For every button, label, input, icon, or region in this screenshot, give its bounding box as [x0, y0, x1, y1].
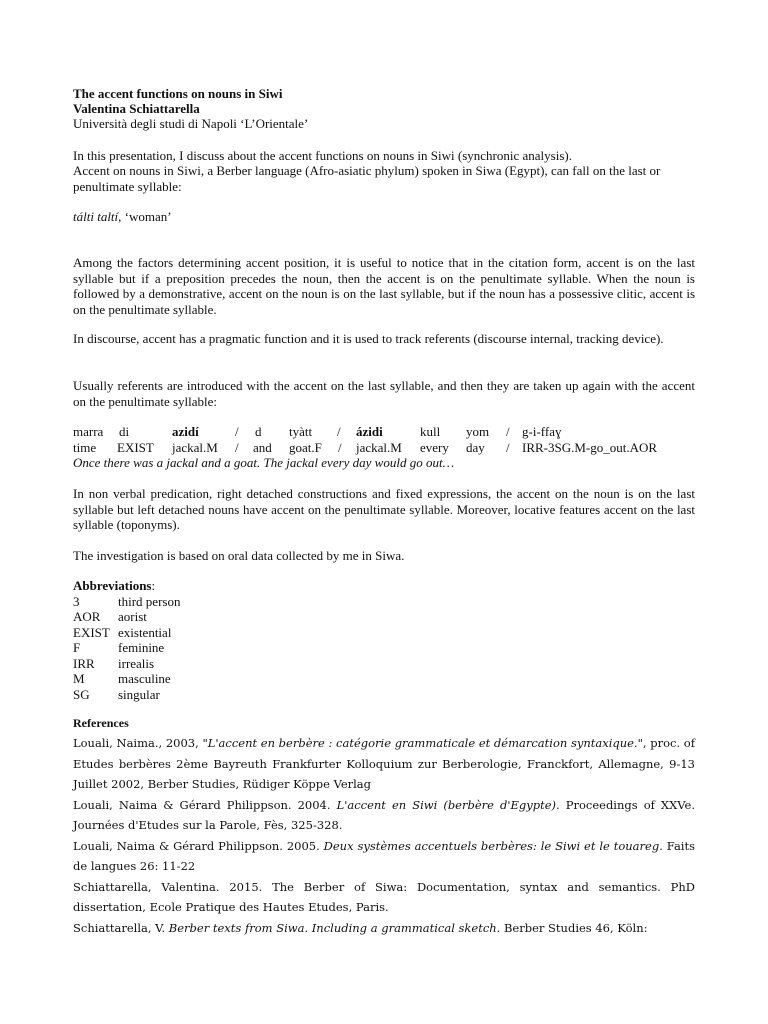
gloss-label: /: [338, 440, 342, 455]
gloss-translation: Once there was a jackal and a goat. The jackal every day would go out…: [73, 455, 455, 470]
gloss-label: /: [235, 440, 239, 455]
paragraph-data: The investigation is based on oral data collected by me in Siwa.: [73, 548, 405, 563]
intro-paragraph: Accent on nouns in Siwi, a Berber language (Afro-asiatic phylum) spoken in Siwa (Egypt), can fall on the last or penultimate syllable:: [73, 163, 661, 194]
gloss-word: tyàtt: [289, 424, 313, 439]
gloss-word: di: [119, 424, 130, 439]
paragraph-nonverbal: In non verbal predication, right detached constructions and fixed expressions, the accent on the noun is on the last syllable but left detached nouns have accent on the penultimate syllable. Moreover, locative features accent on the last syllable (toponyms).: [73, 486, 695, 532]
reference-item: Schiattarella, V. Berber texts from Siwa. Including a grammatical sketch. Berber Studies 46, Köln:: [73, 920, 648, 935]
gloss-word: /: [235, 424, 239, 439]
example-woman: [73, 209, 695, 225]
gloss-label: every: [420, 440, 449, 455]
gloss-label: jackal.M: [172, 440, 218, 455]
document-page: The accent functions on nouns in Siwi Valentina Schiattarella Università degli studi di Napoli ‘L’Orientale’ In this presentation, I discuss about the accent functions on nouns in Siwi (synchronic analysis). Accent on nouns in Siwi, a Berber language (Afro-asiatic phylum) spoken in Siwa (Egypt), can fall on the last or penultimate syllable: tálti taltí, ‘woman’ Among the factors determining accent position, it is useful to notice that in the citation form, accent is on the last syllable but if a preposition precedes the noun, then the accent is on the penultimate syllable. When the noun is followed by a demonstrative, accent on the noun is on the last syllable, but if the noun has a possessive clitic, accent is on the penultimate syllable. In discourse, accent has a pragmatic function and it is used to track referents (discourse internal, tracking device). Usually referents are introduced with the accent on the last syllable, and then they are taken up again with the accent on the penultimate syllable: marra di azidí / d tyàtt / ázidi kull yom / g-i-ffaɣ time EXIST jackal.M / and goat.F / jackal.M every day / IRR-3SG.M-go_out.AOR Once there was a jackal and a goat. The jackal every day would go out… In non verbal predication, right detached constructions and fixed expressions, the accent on the noun is on the last syllable but left detached nouns have accent on the penultimate syllable. Moreover, locative features accent on the last syllable (toponyms). The investigation is based on oral data collected by me in Siwa. Abbreviations: 3 third person AOR aorist EXIST existential F feminine IRR irrealis M masculine SG singular References Louali, Naima., 2003, "L'accent en berbère : catégorie grammaticale et démarcation syntaxique.", proc. of Etudes berbères 2ème Bayreuth Frankfurter Kolloquium zur Berberologie, Franckfort, Allemagne, 9-13 Juillet 2002, Berber Studies, Rüdiger Köppe Verlag Louali, Naima & Gérard Philippson. 2004. L'accent en Siwi (berbère d'Egypte). Proceedings of XXVe. Journées d'Etudes sur la Parole, Fès, 325-328. Louali, Naima & Gérard Philippson. 2005. Deux systèmes accentuels berbères: le Siwi et le touareg. Faits de langues 26: 11-22 Schiattarella, Valentina. 2015. The Berber of Siwa: Documentation, syntax and semantics. PhD dissertation, Ecole Pratique des Hautes Etudes, Paris. Schiattarella, V. Berber texts from Siwa. Including a grammatical sketch. Berber Studies 46, Köln:: [0, 0, 768, 1024]
intro-line: In this presentation, I discuss about the accent functions on nouns in Siwi (synchronic analysis).: [73, 148, 572, 163]
gloss-word: yom: [466, 424, 490, 439]
gloss-word: d: [255, 424, 262, 439]
gloss-label: IRR-3SG.M-go_out.AOR: [522, 440, 658, 455]
gloss-word: azidí: [172, 424, 199, 439]
doc-title: The accent functions on nouns in Siwi: [73, 86, 283, 101]
gloss-label: and: [253, 440, 272, 455]
gloss-label: jackal.M: [356, 440, 402, 455]
gloss-words-row: [73, 424, 723, 439]
abbreviations-heading: Abbreviations:: [73, 578, 156, 593]
paragraph-referents: Usually referents are introduced with the accent on the last syllable, and then they are taken up again with the accent on the penultimate syllable:: [73, 378, 695, 409]
references-heading: References: [73, 716, 129, 730]
reference-item: Louali, Naima & Gérard Philippson. 2005. Deux systèmes accentuels berbères: le Siwi et le touareg. Faits de langues 26: 11-22: [73, 838, 695, 873]
gloss-label: goat.F: [289, 440, 322, 455]
gloss-word: ázidi: [356, 424, 383, 439]
gloss-label: time: [73, 440, 97, 455]
paragraph-discourse: In discourse, accent has a pragmatic function and it is used to track referents (discourse internal, tracking device).: [73, 331, 664, 346]
gloss-word: /: [506, 424, 510, 439]
gloss-word: kull: [420, 424, 441, 439]
gloss-word: /: [337, 424, 341, 439]
gloss-label: /: [506, 440, 510, 455]
reference-item: Louali, Naima., 2003, "L'accent en berbère : catégorie grammaticale et démarcation syntaxique.", proc. of Etudes berbères 2ème Bayreuth Frankfurter Kolloquium zur Berberologie, Franckfort, Allemagne, 9-13 Juillet 2002, Berber Studies, Rüdiger Köppe Verlag: [73, 736, 695, 791]
example-word-penult: tálti: [73, 209, 94, 224]
gloss-word: g-i-ffaɣ: [522, 424, 562, 439]
reference-item: Schiattarella, Valentina. 2015. The Berber of Siwa: Documentation, syntax and semantics. PhD dissertation, Ecole Pratique des Hautes Etudes, Paris.: [73, 879, 695, 914]
references-list: [73, 733, 695, 938]
affiliation: Università degli studi di Napoli ‘L’Orientale’: [73, 116, 309, 131]
gloss-label: EXIST: [117, 440, 154, 455]
paragraph-factors: Among the factors determining accent position, it is useful to notice that in the citation form, accent is on the last syllable but if a preposition precedes the noun, then the accent is on the penultimate syllable. When the noun is followed by a demonstrative, accent on the noun is on the last syllable, but if the noun has a possessive clitic, accent is on the penultimate syllable.: [73, 255, 695, 317]
gloss-word: marra: [73, 424, 104, 439]
gloss-label: day: [466, 440, 485, 455]
author-name: Valentina Schiattarella: [73, 101, 200, 116]
reference-item: Louali, Naima & Gérard Philippson. 2004. L'accent en Siwi (berbère d'Egypte). Proceedings of XXVe. Journées d'Etudes sur la Parole, Fès, 325-328.: [73, 797, 695, 832]
example-word-final: taltí: [97, 209, 119, 224]
example-gloss: , ‘woman’: [118, 209, 172, 224]
gloss-glosses-row: [73, 440, 723, 455]
